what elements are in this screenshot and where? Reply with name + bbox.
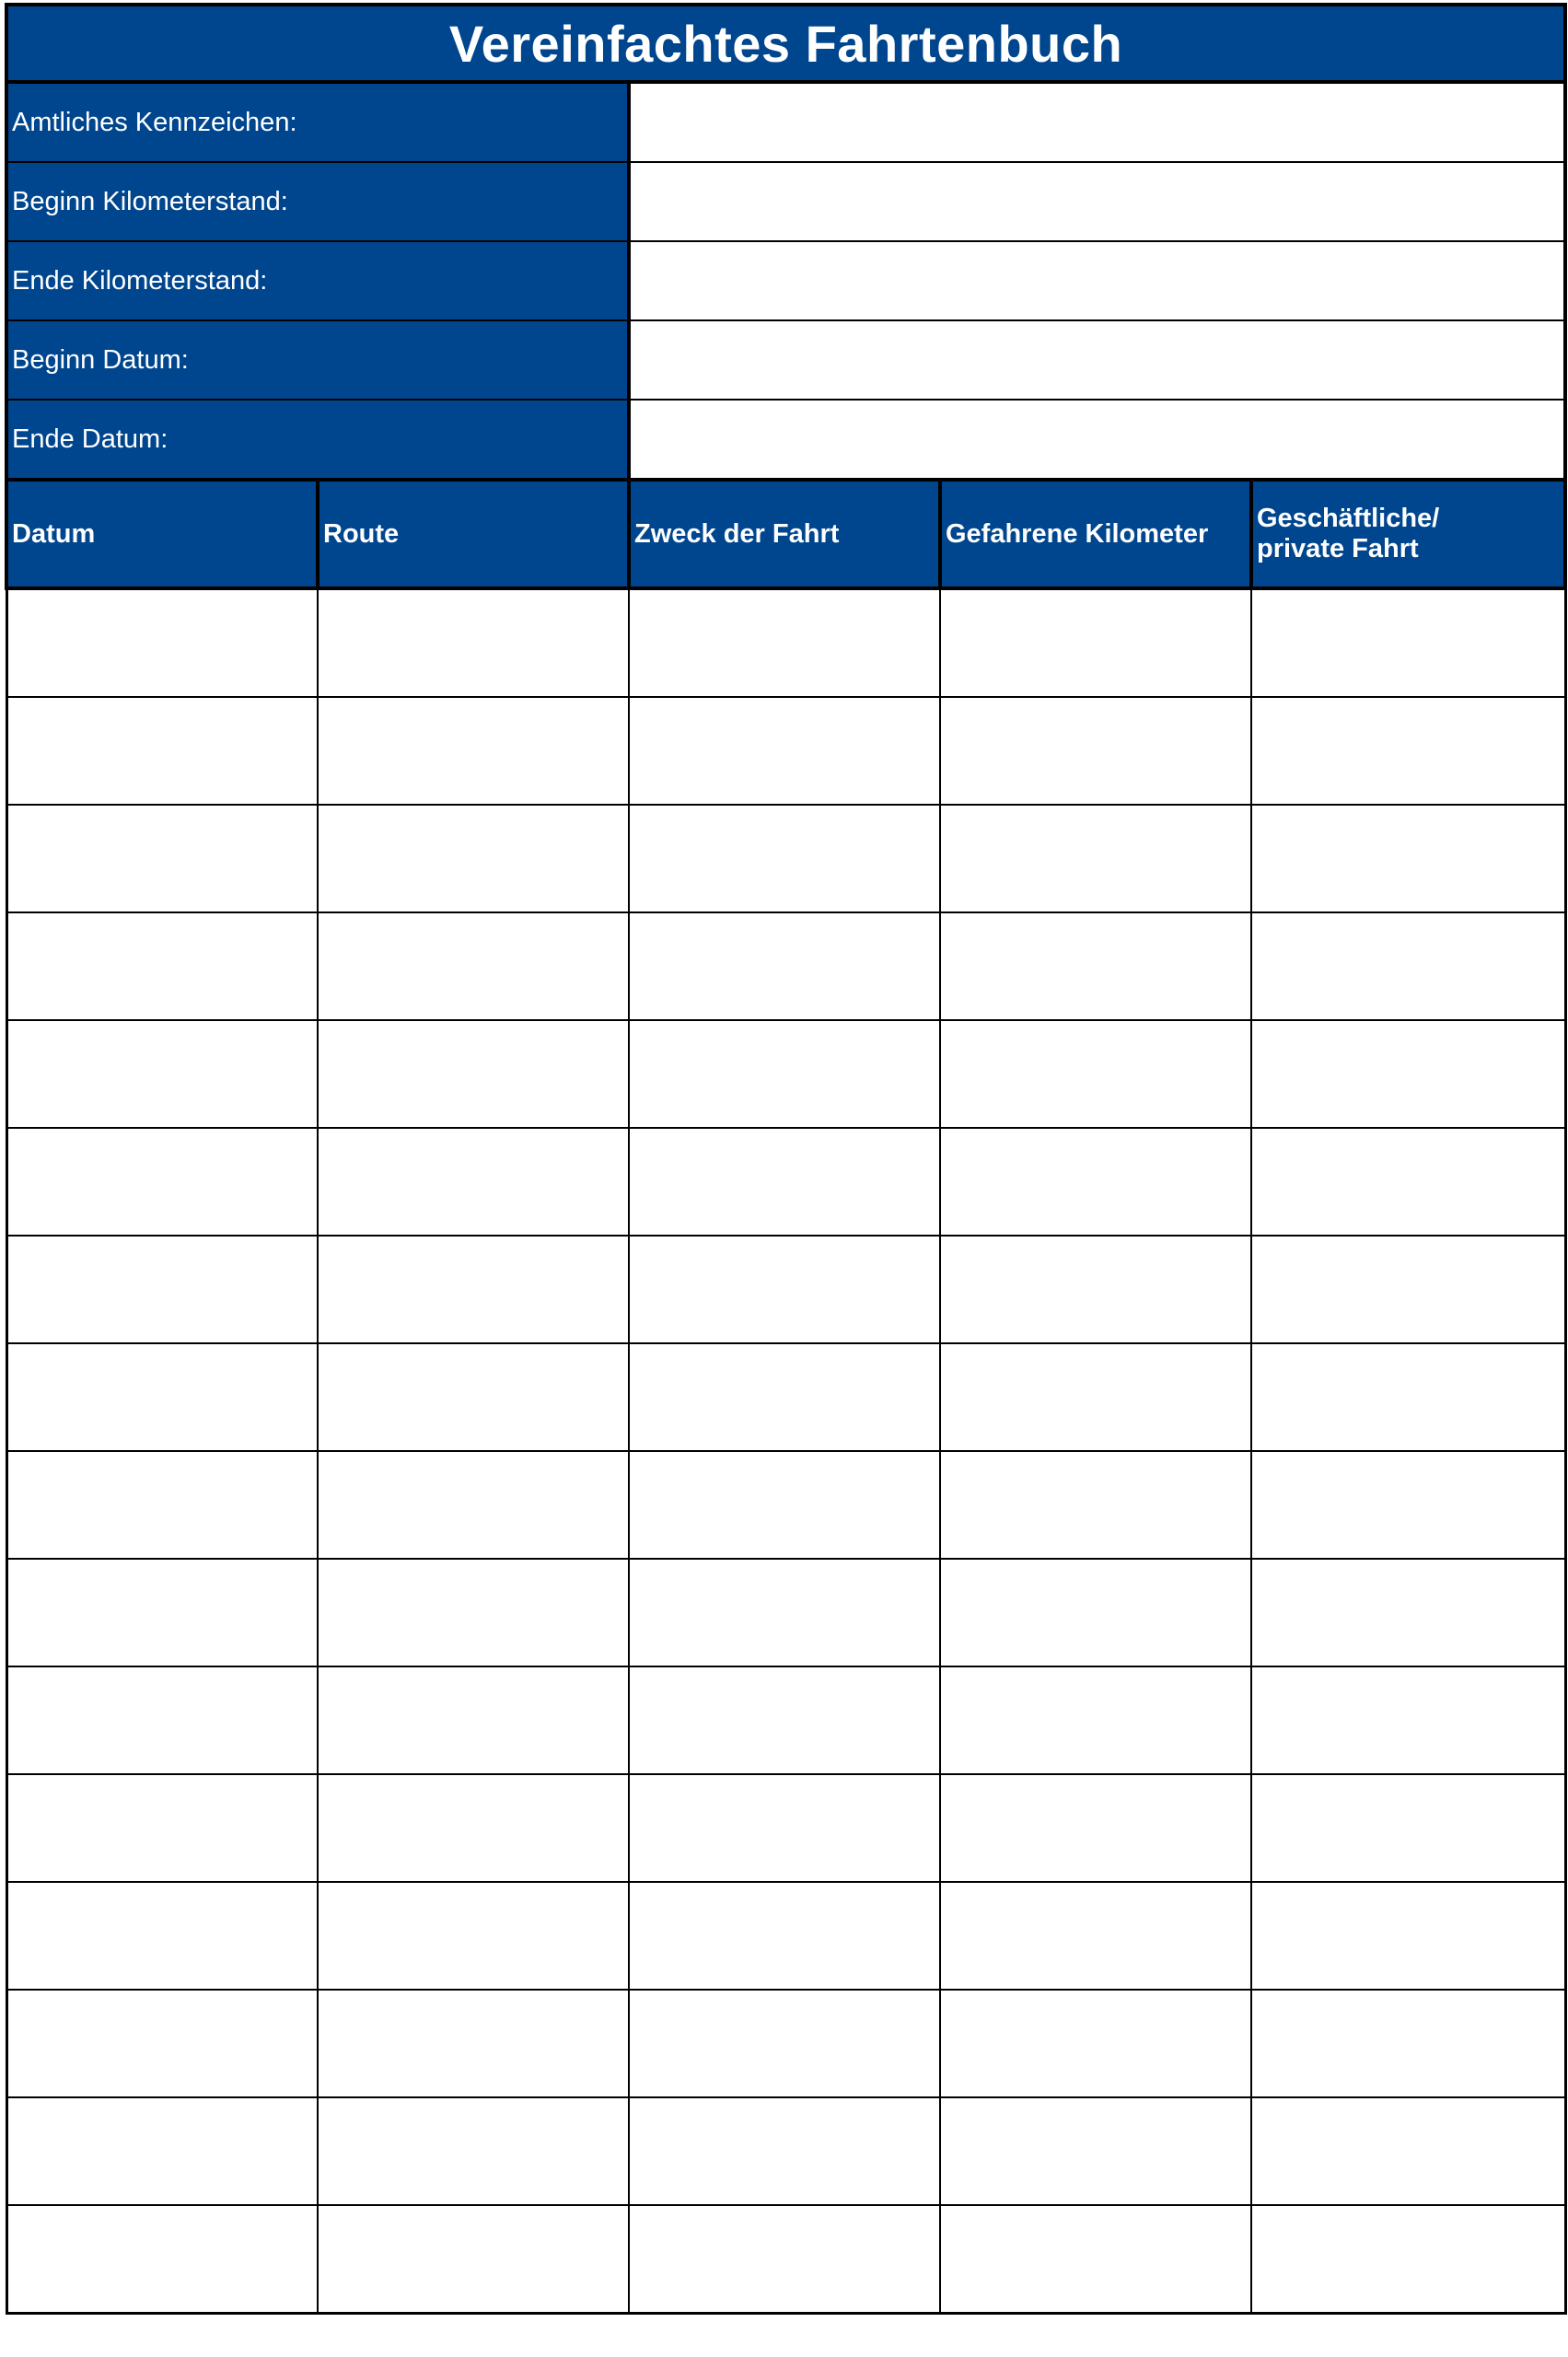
column-header-line: Zweck der Fahrt (634, 518, 840, 549)
table-cell[interactable] (1251, 1451, 1565, 1559)
table-cell[interactable] (6, 1774, 318, 1882)
meta-row (6, 82, 1565, 162)
table-cell[interactable] (940, 1020, 1251, 1128)
column-header (629, 480, 940, 588)
table-cell[interactable] (318, 1451, 629, 1559)
table-cell[interactable] (318, 697, 629, 805)
page-title: Vereinfachtes Fahrtenbuch (6, 5, 1565, 82)
table-cell[interactable] (940, 1236, 1251, 1343)
column-header-line: Geschäftliche/ (1257, 504, 1440, 533)
table-cell[interactable] (6, 1451, 318, 1559)
table-cell[interactable] (1251, 588, 1565, 697)
table-row (6, 1559, 1565, 1666)
table-row (6, 1236, 1565, 1343)
table-cell[interactable] (629, 805, 940, 912)
table-cell[interactable] (629, 588, 940, 697)
meta-value-field[interactable] (629, 400, 1565, 480)
table-cell[interactable] (318, 1882, 629, 1990)
meta-value-field[interactable] (629, 241, 1565, 320)
table-cell[interactable] (1251, 912, 1565, 1020)
table-cell[interactable] (318, 1990, 629, 2097)
table-cell[interactable] (1251, 1666, 1565, 1774)
table-cell[interactable] (629, 1990, 940, 2097)
table-row (6, 805, 1565, 912)
table-row (6, 588, 1565, 697)
table-cell[interactable] (6, 2205, 318, 2314)
table-cell[interactable] (6, 697, 318, 805)
meta-row (6, 241, 1565, 320)
table-cell[interactable] (6, 588, 318, 697)
meta-label: Beginn Kilometerstand: (6, 162, 629, 241)
table-cell[interactable] (318, 805, 629, 912)
meta-value-field[interactable] (629, 320, 1565, 400)
table-cell[interactable] (1251, 1343, 1565, 1451)
table-cell[interactable] (1251, 1774, 1565, 1882)
column-header-line: Route (323, 518, 400, 549)
table-cell[interactable] (1251, 1990, 1565, 2097)
table-cell[interactable] (318, 1774, 629, 1882)
table-cell[interactable] (6, 912, 318, 1020)
table-cell[interactable] (318, 588, 629, 697)
column-header-line: Datum (12, 518, 96, 549)
table-cell[interactable] (6, 1236, 318, 1343)
table-cell[interactable] (6, 1020, 318, 1128)
table-cell[interactable] (629, 1128, 940, 1236)
table-cell[interactable] (940, 805, 1251, 912)
table-row (6, 2097, 1565, 2205)
table-cell[interactable] (940, 912, 1251, 1020)
table-cell[interactable] (940, 1451, 1251, 1559)
table-cell[interactable] (1251, 1882, 1565, 1990)
table-cell[interactable] (1251, 1236, 1565, 1343)
table-cell[interactable] (629, 1343, 940, 1451)
table-row (6, 912, 1565, 1020)
table-row (6, 697, 1565, 805)
table-cell[interactable] (1251, 2097, 1565, 2205)
meta-value-field[interactable] (629, 162, 1565, 241)
logbook-table (5, 3, 1567, 2315)
table-cell[interactable] (629, 1236, 940, 1343)
table-cell[interactable] (940, 1666, 1251, 1774)
table-cell[interactable] (318, 1666, 629, 1774)
table-cell[interactable] (940, 2097, 1251, 2205)
table-cell[interactable] (940, 1774, 1251, 1882)
table-cell[interactable] (629, 1559, 940, 1666)
table-row (6, 1990, 1565, 2097)
table-cell[interactable] (318, 912, 629, 1020)
column-header-line: private Fahrt (1257, 534, 1419, 563)
column-header (940, 480, 1251, 588)
table-cell[interactable] (940, 1559, 1251, 1666)
table-cell[interactable] (6, 1882, 318, 1990)
table-cell[interactable] (629, 2205, 940, 2314)
meta-row (6, 320, 1565, 400)
meta-label: Beginn Datum: (6, 320, 629, 400)
table-cell[interactable] (318, 1236, 629, 1343)
table-cell[interactable] (1251, 697, 1565, 805)
table-cell[interactable] (940, 1128, 1251, 1236)
table-row (6, 1882, 1565, 1990)
table-cell[interactable] (940, 1343, 1251, 1451)
table-cell[interactable] (1251, 1559, 1565, 1666)
table-row (6, 1666, 1565, 1774)
table-cell[interactable] (629, 1020, 940, 1128)
table-row (6, 1451, 1565, 1559)
table-cell[interactable] (940, 588, 1251, 697)
meta-row (6, 400, 1565, 480)
table-cell[interactable] (940, 1990, 1251, 2097)
table-cell[interactable] (6, 1559, 318, 1666)
table-cell[interactable] (629, 1774, 940, 1882)
meta-row (6, 162, 1565, 241)
table-cell[interactable] (629, 1882, 940, 1990)
column-header-row (6, 480, 1565, 588)
table-row (6, 1774, 1565, 1882)
table-cell[interactable] (6, 1990, 318, 2097)
table-cell[interactable] (1251, 1128, 1565, 1236)
table-cell[interactable] (318, 1343, 629, 1451)
table-cell[interactable] (6, 1666, 318, 1774)
table-cell[interactable] (629, 2097, 940, 2205)
table-cell[interactable] (940, 697, 1251, 805)
table-cell[interactable] (629, 697, 940, 805)
table-cell[interactable] (1251, 805, 1565, 912)
table-row (6, 2205, 1565, 2314)
table-cell[interactable] (629, 1451, 940, 1559)
table-cell[interactable] (318, 1559, 629, 1666)
table-cell[interactable] (6, 1128, 318, 1236)
table-row (6, 1343, 1565, 1451)
table-cell[interactable] (6, 805, 318, 912)
table-cell[interactable] (629, 912, 940, 1020)
meta-label: Amtliches Kennzeichen: (6, 82, 629, 162)
table-cell[interactable] (940, 2205, 1251, 2314)
table-cell[interactable] (318, 1020, 629, 1128)
table-row (6, 1128, 1565, 1236)
column-header (6, 480, 318, 588)
table-cell[interactable] (629, 1666, 940, 1774)
table-cell[interactable] (318, 1128, 629, 1236)
column-header (1251, 480, 1565, 588)
table-cell[interactable] (6, 2097, 318, 2205)
table-cell[interactable] (1251, 1020, 1565, 1128)
table-cell[interactable] (318, 2205, 629, 2314)
table-cell[interactable] (6, 1343, 318, 1451)
meta-label: Ende Kilometerstand: (6, 241, 629, 320)
table-row (6, 1020, 1565, 1128)
meta-label: Ende Datum: (6, 400, 629, 480)
column-header (318, 480, 629, 588)
meta-value-field[interactable] (629, 82, 1565, 162)
table-cell[interactable] (1251, 2205, 1565, 2314)
table-cell[interactable] (318, 2097, 629, 2205)
table-cell[interactable] (940, 1882, 1251, 1990)
column-header-line: Gefahrene Kilometer (946, 518, 1209, 549)
